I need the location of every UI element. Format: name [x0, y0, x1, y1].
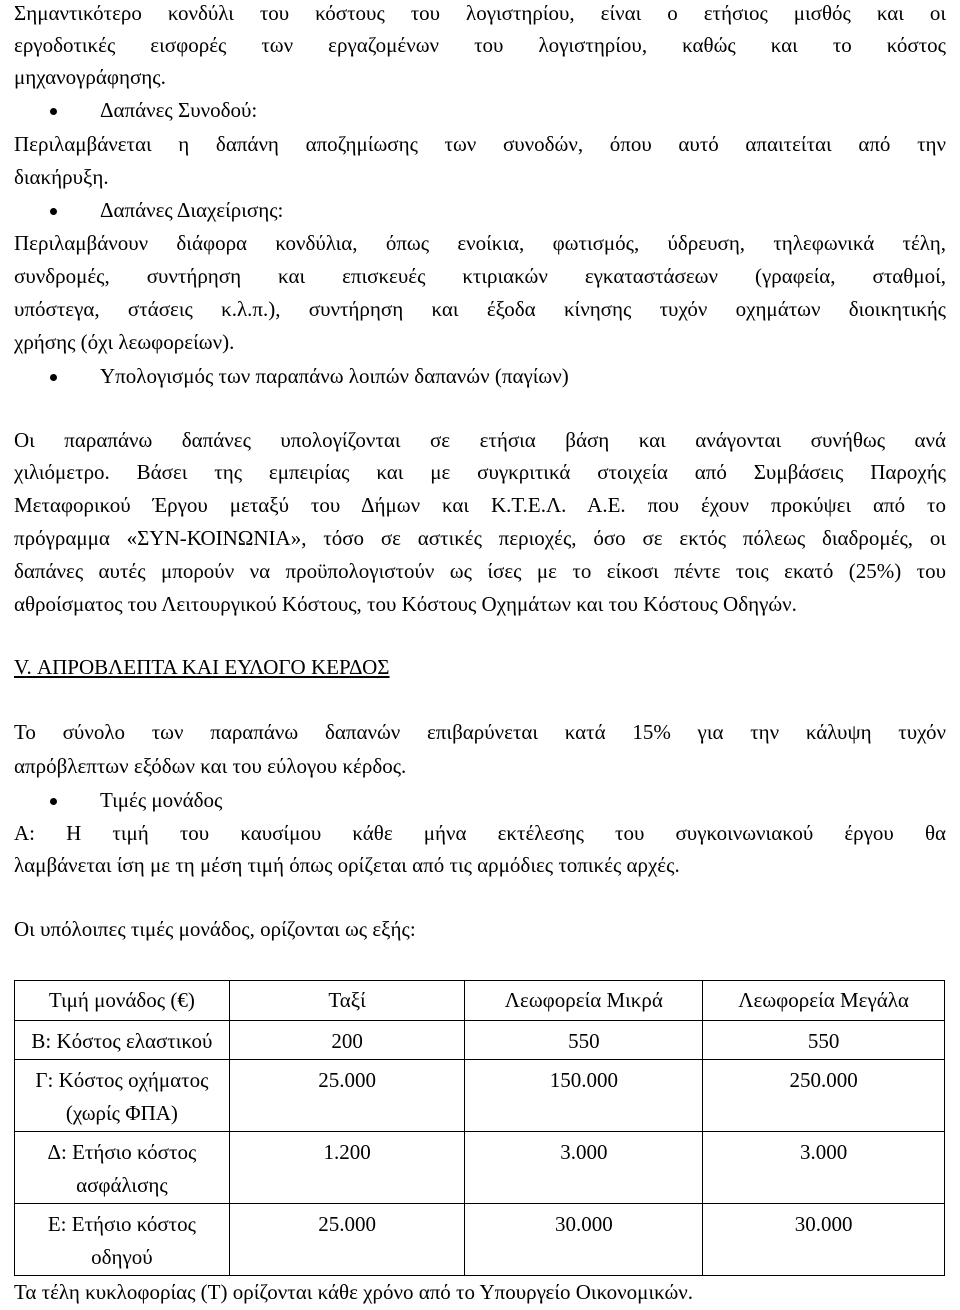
calc-line-5: δαπάνες αυτές μπορούν να προϋπολογιστούν ως ίσες με το είκοσι πέντε τοις εκατό (25%) του [14, 559, 946, 583]
fuel-line-2: λαμβάνεται ίση με τη μέση τιμή όπως ορίζεται από τις αρμόδιες τοπικές αρχές. [14, 853, 680, 877]
management-line-4: χρήσης (όχι λεωφορείων). [14, 330, 235, 354]
table-row [15, 1132, 945, 1204]
calc-line-4: πρόγραμμα «ΣΥΝ-ΚΟΙΝΩΝΙΑ», τόσο σε αστικές περιοχές, όσο σε εκτός πόλεως διαδρομές, οι [14, 526, 946, 550]
bullet-dot-icon [50, 374, 57, 381]
escort-line-2: διακήρυξη. [14, 165, 109, 189]
cell-taxi: 25.000 [229, 1204, 465, 1276]
row-label: Γ: Κόστος οχήματος (χωρίς ΦΠΑ) [15, 1060, 230, 1132]
bullet-calculation-title: Υπολογισμός των παραπάνω λοιπών δαπανών (παγίων) [100, 364, 569, 388]
management-line-2: συνδρομές, συντήρηση και επισκευές κτιριακών εγκαταστάσεων (γραφεία, σταθμοί, [14, 264, 946, 288]
header-large-buses: Λεωφορεία Μεγάλα [703, 981, 945, 1021]
cell-taxi: 200 [229, 1020, 465, 1060]
cell-taxi: 25.000 [229, 1060, 465, 1132]
cell-small: 150.000 [465, 1060, 703, 1132]
bullet-dot-icon [50, 798, 57, 805]
footer-note: Τα τέλη κυκλοφορίας (Τ) ορίζονται κάθε χρόνο από το Υπουργείο Οικονομικών. [14, 1280, 694, 1304]
intro-line-3: μηχανογράφησης. [14, 65, 166, 89]
bullet-unit-prices-title: Τιμές μονάδος [100, 788, 223, 812]
cell-small: 550 [465, 1020, 703, 1060]
cell-large: 250.000 [703, 1060, 945, 1132]
rest-prices-intro: Οι υπόλοιπες τιμές μονάδος, ορίζονται ως εξής: [14, 917, 416, 941]
row-label: Δ: Ετήσιο κόστος ασφάλισης [15, 1132, 230, 1204]
cell-large: 3.000 [703, 1132, 945, 1204]
table-row [15, 1204, 945, 1276]
bullet-escort-title: Δαπάνες Συνοδού: [100, 98, 258, 122]
section-v-line-1: Το σύνολο των παραπάνω δαπανών επιβαρύνεται κατά 15% για την κάλυψη τυχόν [14, 720, 946, 744]
table-row [15, 1020, 945, 1060]
calc-line-6: αθροίσματος του Λειτουργικού Κόστους, του Κόστους Οχημάτων και του Κόστους Οδηγών. [14, 592, 797, 616]
row-label: Ε: Ετήσιο κόστος οδηγού [15, 1204, 230, 1276]
escort-line-1: Περιλαμβάνεται η δαπάνη αποζημίωσης των συνοδών, όπου αυτό απαιτείται από την [14, 132, 946, 156]
cell-taxi: 1.200 [229, 1132, 465, 1204]
calc-line-3: Μεταφορικού Έργου μεταξύ του Δήμων και Κ.Τ.Ε.Λ. Α.Ε. που έχουν προκύψει από το [14, 493, 946, 517]
section-v-line-2: απρόβλεπτων εξόδων και του εύλογου κέρδος. [14, 754, 407, 778]
table-row [15, 1060, 945, 1132]
table-header-row [15, 981, 945, 1021]
header-small-buses: Λεωφορεία Μικρά [465, 981, 703, 1021]
section-v-heading: V. ΑΠΡΟΒΛΕΠΤΑ ΚΑΙ ΕΥΛΟΓΟ ΚΕΡΔΟΣ [14, 655, 390, 679]
header-taxi: Ταξί [229, 981, 465, 1021]
unit-prices-table [14, 980, 945, 1276]
management-line-3: υπόστεγα, στάσεις κ.λ.π.), συντήρηση και έξοδα κίνησης τυχόν οχημάτων διοικητικής [14, 297, 946, 321]
intro-line-1: Σημαντικότερο κονδύλι του κόστους του λογιστηρίου, είναι ο ετήσιος μισθός και οι [14, 1, 946, 25]
calc-line-2: χιλιόμετρο. Βάσει της εμπειρίας και με συγκριτικά στοιχεία από Συμβάσεις Παροχής [14, 460, 946, 484]
row-label: Β: Κόστος ελαστικού [15, 1020, 230, 1060]
cell-small: 30.000 [465, 1204, 703, 1276]
management-line-1: Περιλαμβάνουν διάφορα κονδύλια, όπως ενοίκια, φωτισμός, ύδρευση, τηλεφωνικά τέλη, [14, 231, 946, 255]
calc-line-1: Οι παραπάνω δαπάνες υπολογίζονται σε ετήσια βάση και ανάγονται συνήθως ανά [14, 428, 946, 452]
cell-large: 30.000 [703, 1204, 945, 1276]
cell-small: 3.000 [465, 1132, 703, 1204]
header-unit-price: Τιμή μονάδος (€) [15, 981, 230, 1021]
bullet-management-title: Δαπάνες Διαχείρισης: [100, 198, 284, 222]
bullet-dot-icon [50, 208, 57, 215]
bullet-dot-icon [50, 108, 57, 115]
cell-large: 550 [703, 1020, 945, 1060]
fuel-line-1: Α: Η τιμή του καυσίμου κάθε μήνα εκτέλεσης του συγκοινωνιακού έργου θα [14, 821, 946, 845]
intro-line-2: εργοδοτικές εισφορές των εργαζομένων του λογιστηρίου, καθώς και το κόστος [14, 33, 946, 57]
